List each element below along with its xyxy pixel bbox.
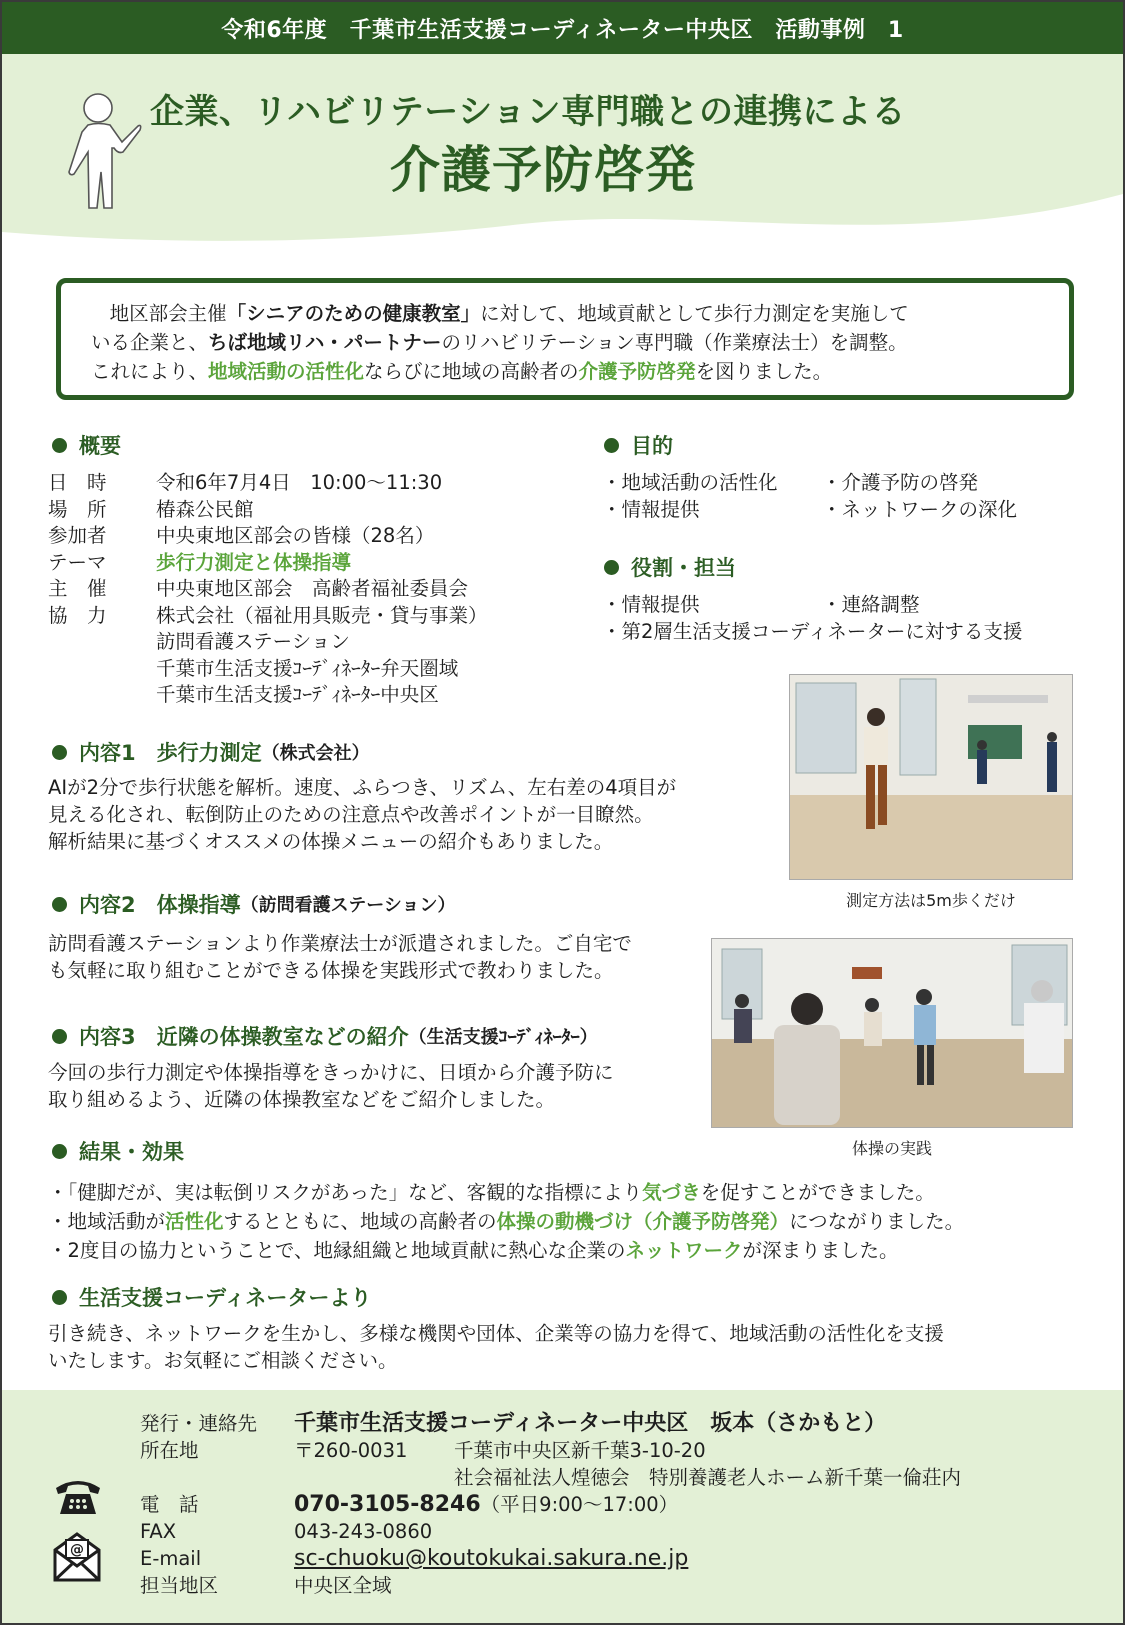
overview-key: 日 時 bbox=[48, 471, 107, 494]
overview-row bbox=[48, 550, 488, 577]
purpose-heading bbox=[604, 430, 673, 460]
purpose-item: ・介護予防の啓発 bbox=[822, 471, 979, 494]
content3-heading bbox=[52, 1021, 598, 1051]
overview-value-theme: 歩行力測定と体操指導 bbox=[156, 550, 352, 574]
content2-heading-sub: （訪問看護ステーション） bbox=[240, 895, 456, 916]
intro-highlight: 介護予防啓発 bbox=[578, 360, 696, 383]
bullet-dot-icon bbox=[604, 560, 619, 575]
overview-key: 参加者 bbox=[48, 524, 107, 547]
coordinator-heading bbox=[52, 1282, 371, 1312]
contact-row bbox=[140, 1518, 961, 1545]
overview-value: 中央東地区部会の皆様（28名） bbox=[156, 524, 435, 547]
contact-address-detail: 社会福祉法人煌徳会 特別養護老人ホーム新千葉一倫荘内 bbox=[454, 1466, 962, 1489]
content3-heading-sub: （生活支援ｺｰﾃﾞｨﾈｰﾀｰ） bbox=[408, 1027, 598, 1048]
content2-line: 訪問看護ステーションより作業療法士が派遣されました。ご自宅で bbox=[48, 932, 632, 955]
contact-row bbox=[140, 1437, 961, 1464]
contact-phone-hours: （平日9:00～17:00） bbox=[480, 1493, 679, 1516]
contact-row bbox=[140, 1491, 961, 1518]
overview-key bbox=[48, 629, 156, 656]
overview-value: 椿森公民館 bbox=[156, 497, 254, 521]
overview-key bbox=[48, 682, 156, 709]
contact-row bbox=[140, 1464, 961, 1491]
header-bar bbox=[2, 2, 1123, 54]
overview-row bbox=[48, 470, 488, 497]
bullet-dot-icon bbox=[52, 438, 67, 453]
content1-line: 解析結果に基づくオススメの体操メニューの紹介もありました。 bbox=[48, 830, 614, 853]
overview-key: テーマ bbox=[48, 550, 107, 574]
photo-walking-measurement bbox=[789, 674, 1073, 880]
results-text: ・地域活動が bbox=[48, 1210, 166, 1233]
role-item: ・連絡調整 bbox=[822, 593, 920, 616]
overview-row bbox=[48, 497, 488, 524]
content3-text bbox=[48, 1059, 708, 1113]
overview-row bbox=[48, 576, 488, 603]
purpose-item: ・情報提供 bbox=[602, 497, 700, 521]
bullet-dot-icon bbox=[52, 745, 67, 760]
results-item bbox=[48, 1178, 964, 1207]
overview-row bbox=[48, 656, 488, 683]
contact-label: FAX bbox=[140, 1520, 177, 1543]
intro-text: 地区部会主催 bbox=[109, 302, 227, 325]
content2-text bbox=[48, 930, 708, 984]
content2-heading bbox=[52, 889, 456, 919]
results-text: が深まりました。 bbox=[742, 1239, 899, 1262]
results-heading bbox=[52, 1136, 184, 1166]
overview-key: 協 力 bbox=[48, 603, 107, 627]
purpose-item: ・地域活動の活性化 bbox=[602, 471, 778, 494]
contact-publisher: 千葉市生活支援コーディネーター中央区 坂本（さかもと） bbox=[294, 1411, 887, 1436]
content3-line: 今回の歩行力測定や体操指導をきっかけに、日頃から介護予防に bbox=[48, 1061, 614, 1084]
intro-emphasis: ちば地域リハ・パートナー bbox=[208, 331, 442, 354]
overview-value: 千葉市生活支援ｺｰﾃﾞｨﾈｰﾀｰ弁天圏域 bbox=[156, 656, 459, 680]
overview-row bbox=[48, 523, 488, 550]
hero-section bbox=[2, 54, 1123, 254]
contact-label: 電 話 bbox=[140, 1493, 199, 1516]
results-text: ・2度目の協力ということで、地縁組織と地域貢献に熱心な企業の bbox=[48, 1239, 626, 1262]
walking-photo-illustration bbox=[790, 675, 1073, 880]
overview-value: 千葉市生活支援ｺｰﾃﾞｨﾈｰﾀｰ中央区 bbox=[156, 683, 439, 706]
role-item: ・第2層生活支援コーディネーターに対する支援 bbox=[602, 619, 1023, 643]
contact-row bbox=[140, 1572, 961, 1599]
overview-heading-label: 概要 bbox=[79, 434, 121, 458]
contact-fax: 043-243-0860 bbox=[294, 1520, 433, 1543]
content1-text bbox=[48, 774, 778, 855]
content2-line: も気軽に取り組むことができる体操を実践形式で教わりました。 bbox=[48, 959, 614, 982]
results-highlight: ネットワーク bbox=[625, 1239, 743, 1262]
results-text: を促すことができました。 bbox=[700, 1181, 935, 1204]
results-heading-label: 結果・効果 bbox=[79, 1140, 184, 1164]
results-item bbox=[48, 1207, 964, 1236]
coordinator-line: いたします。お気軽にご相談ください。 bbox=[48, 1349, 398, 1372]
overview-heading bbox=[52, 430, 121, 460]
results-highlight: 気づき bbox=[642, 1181, 701, 1204]
photo-caption-1: 測定方法は5m歩くだけ bbox=[846, 891, 1016, 910]
intro-text: いる企業と、 bbox=[91, 331, 209, 354]
overview-value: 訪問看護ステーション bbox=[156, 630, 350, 653]
purpose-item: ・ネットワークの深化 bbox=[822, 497, 1018, 521]
content1-heading bbox=[52, 737, 370, 767]
coordinator-line: 引き続き、ネットワークを生かし、多様な機関や団体、企業等の協力を得て、地域活動の活性化を支援 bbox=[48, 1322, 944, 1345]
purpose-heading-label: 目的 bbox=[631, 434, 673, 458]
content3-heading-label: 内容3 近隣の体操教室などの紹介 bbox=[79, 1025, 409, 1049]
roles-heading bbox=[604, 552, 736, 582]
contact-table bbox=[140, 1410, 961, 1599]
header-title: 令和6年度 千葉市生活支援コーディネーター中央区 活動事例 1 bbox=[221, 17, 904, 43]
contact-email-link[interactable]: sc-chuoku@koutokukai.sakura.ne.jp bbox=[294, 1546, 689, 1571]
results-highlight: 体操の動機づけ（介護予防啓発） bbox=[496, 1210, 790, 1233]
intro-text: ならびに地域の高齢者の bbox=[364, 360, 579, 383]
photo-exercise-practice bbox=[711, 938, 1073, 1128]
content1-line: AIが2分で歩行状態を解析。速度、ふらつき、リズム、左右差の4項目が bbox=[48, 776, 677, 799]
coordinator-heading-label: 生活支援コーディネーターより bbox=[79, 1286, 372, 1310]
role-item: ・情報提供 bbox=[602, 593, 700, 616]
intro-emphasis: 「シニアのための健康教室」 bbox=[226, 302, 481, 325]
contact-row bbox=[140, 1410, 961, 1437]
contact-row bbox=[140, 1545, 961, 1572]
overview-key: 場 所 bbox=[48, 497, 107, 521]
bullet-dot-icon bbox=[52, 1029, 67, 1044]
email-icon bbox=[52, 1530, 102, 1582]
contact-label: 担当地区 bbox=[140, 1574, 219, 1597]
intro-box bbox=[56, 278, 1074, 400]
intro-text: に対して、地域貢献として歩行力測定を実施して bbox=[480, 302, 909, 325]
roles-list bbox=[602, 592, 1022, 645]
results-list bbox=[48, 1178, 964, 1265]
overview-key: 主 催 bbox=[48, 577, 107, 600]
contact-label: 発行・連絡先 bbox=[140, 1412, 258, 1435]
photo-caption-2: 体操の実践 bbox=[851, 1139, 932, 1158]
exercise-photo-illustration bbox=[712, 939, 1073, 1128]
svg-text:@: @ bbox=[70, 1542, 84, 1558]
intro-highlight: 地域活動の活性化 bbox=[208, 360, 365, 383]
person-pointing-icon bbox=[60, 92, 144, 212]
overview-value: 中央東地区部会 高齢者福祉委員会 bbox=[156, 577, 469, 600]
results-text: するとともに、地域の高齢者の bbox=[223, 1210, 497, 1233]
bullet-dot-icon bbox=[52, 897, 67, 912]
bullet-dot-icon bbox=[52, 1290, 67, 1305]
contact-phone[interactable]: 070-3105-8246 bbox=[294, 1492, 481, 1517]
overview-key bbox=[48, 656, 156, 683]
intro-text: これにより、 bbox=[91, 360, 209, 383]
purpose-list bbox=[602, 470, 1017, 523]
results-text: につながりました。 bbox=[789, 1210, 965, 1233]
overview-row bbox=[48, 629, 488, 656]
contact-label: E-mail bbox=[140, 1547, 202, 1570]
overview-value: 令和6年7月4日 10:00～11:30 bbox=[156, 471, 443, 494]
results-item bbox=[48, 1236, 964, 1265]
content1-heading-sub: （株式会社） bbox=[261, 743, 370, 764]
bullet-dot-icon bbox=[604, 438, 619, 453]
intro-text: を図りました。 bbox=[695, 360, 833, 383]
content2-heading-label: 内容2 体操指導 bbox=[79, 893, 241, 917]
main-title-line1: 企業、リハビリテーション専門職との連携による bbox=[150, 92, 906, 132]
roles-heading-label: 役割・担当 bbox=[631, 556, 736, 580]
contact-address: 千葉市中央区新千葉3-10-20 bbox=[454, 1439, 706, 1462]
coordinator-text bbox=[48, 1320, 1088, 1374]
results-highlight: 活性化 bbox=[165, 1210, 224, 1233]
contact-area: 中央区全域 bbox=[294, 1574, 392, 1597]
overview-table bbox=[48, 470, 488, 709]
contact-label: 所在地 bbox=[140, 1439, 199, 1462]
bullet-dot-icon bbox=[52, 1144, 67, 1159]
intro-text: のリハビリテーション専門職（作業療法士）を調整。 bbox=[441, 331, 908, 354]
overview-row bbox=[48, 603, 488, 630]
overview-value: 株式会社（福祉用具販売・貸与事業） bbox=[156, 603, 488, 627]
telephone-icon bbox=[52, 1476, 104, 1516]
contact-postal-code: 〒260-0031 bbox=[294, 1439, 408, 1462]
content1-line: 見える化され、転倒防止のための注意点や改善ポイントが一目瞭然。 bbox=[48, 803, 654, 826]
content3-line: 取り組めるよう、近隣の体操教室などをご紹介しました。 bbox=[48, 1088, 556, 1111]
content1-heading-label: 内容1 歩行力測定 bbox=[79, 741, 262, 765]
overview-row bbox=[48, 682, 488, 709]
results-text: ・「健脚だが、実は転倒リスクがあった」など、客観的な指標により bbox=[48, 1181, 643, 1204]
main-title-line2: 介護予防啓発 bbox=[390, 141, 696, 199]
